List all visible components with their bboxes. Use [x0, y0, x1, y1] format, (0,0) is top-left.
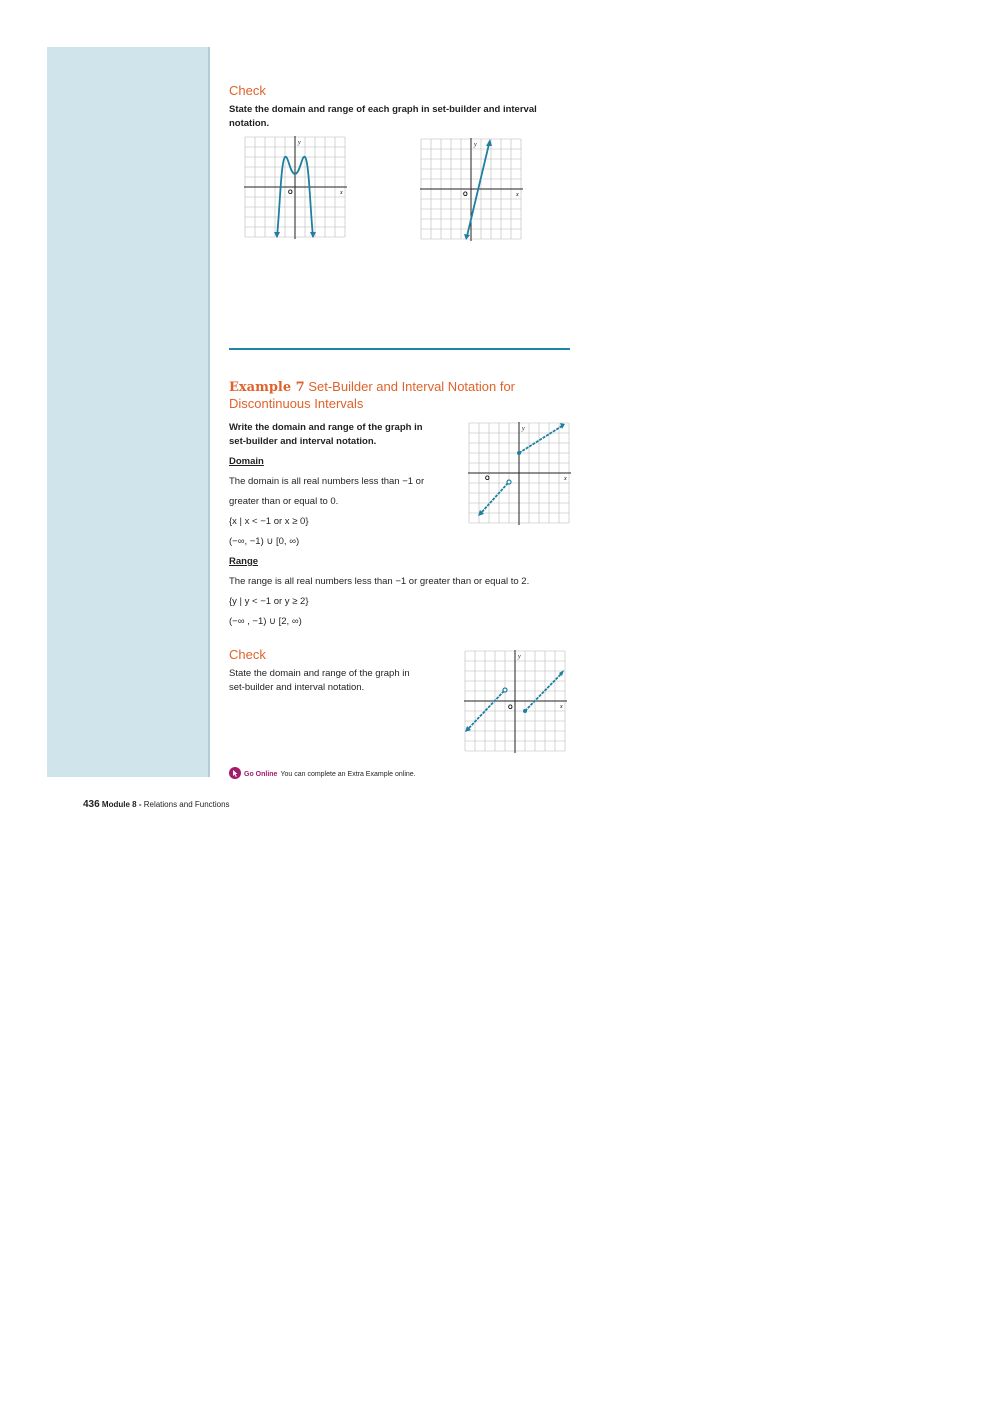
section-divider: [229, 348, 570, 350]
x-axis-label: x: [564, 476, 567, 482]
range-heading: Range: [229, 556, 259, 567]
example-instruction-line1: Write the domain and range of the graph in: [229, 422, 423, 433]
go-online-label[interactable]: Go Online: [244, 770, 278, 778]
example-title-part1: Set-Builder and Interval Notation for: [308, 379, 516, 394]
graph-check-piecewise: [464, 650, 567, 753]
example-instruction-line2: set-builder and interval notation.: [229, 436, 377, 447]
domain-set-notation: {x | x < −1 or x ≥ 0}: [229, 516, 309, 527]
y-axis-label: y: [474, 142, 477, 148]
footer-title: Relations and Functions: [143, 800, 230, 809]
domain-interval-notation: (−∞, −1) ∪ [0, ∞): [229, 536, 300, 547]
go-online-note[interactable]: [229, 767, 416, 781]
check-instruction: State the domain and range of each graph in set-builder and interval notation.: [229, 104, 537, 129]
page-number: 436: [83, 799, 100, 810]
origin-label: O: [288, 190, 293, 196]
domain-text-line2: greater than or equal to 0.: [229, 496, 339, 507]
origin-label: O: [463, 192, 468, 198]
y-axis-label: y: [298, 140, 301, 146]
x-axis-label: x: [560, 704, 563, 710]
example-label: Example 7: [229, 380, 305, 395]
y-axis-label: y: [522, 426, 525, 432]
domain-heading: Domain: [229, 456, 264, 467]
cursor-click-icon: [229, 767, 241, 781]
check-heading: Check: [229, 83, 266, 98]
range-text: The range is all real numbers less than −1 or greater than or equal to 2.: [229, 576, 530, 587]
graph-steep-line: [420, 138, 523, 241]
example-heading: [229, 379, 574, 412]
example-title-part2: Discontinuous Intervals: [229, 396, 364, 411]
left-margin-sidebar: [47, 47, 210, 777]
x-axis-label: x: [516, 192, 519, 198]
domain-text-line1: The domain is all real numbers less than −1 or: [229, 476, 425, 487]
go-online-text: You can complete an Extra Example online.: [280, 770, 416, 778]
graph-quartic: [244, 136, 347, 239]
origin-label: O: [485, 476, 490, 482]
check2-instruction-line1: State the domain and range of the graph in: [229, 668, 410, 679]
footer-module: Module 8 -: [101, 800, 142, 809]
origin-label: O: [508, 705, 513, 711]
check2-instruction-line2: set-builder and interval notation.: [229, 682, 365, 693]
graph-example-piecewise: [468, 422, 571, 525]
x-axis-label: x: [340, 190, 343, 196]
page-footer: [83, 799, 230, 810]
range-interval-notation: (−∞ , −1) ∪ [2, ∞): [229, 616, 302, 627]
range-set-notation: {y | y < −1 or y ≥ 2}: [229, 596, 309, 607]
check2-heading: Check: [229, 647, 266, 662]
y-axis-label: y: [518, 654, 521, 660]
